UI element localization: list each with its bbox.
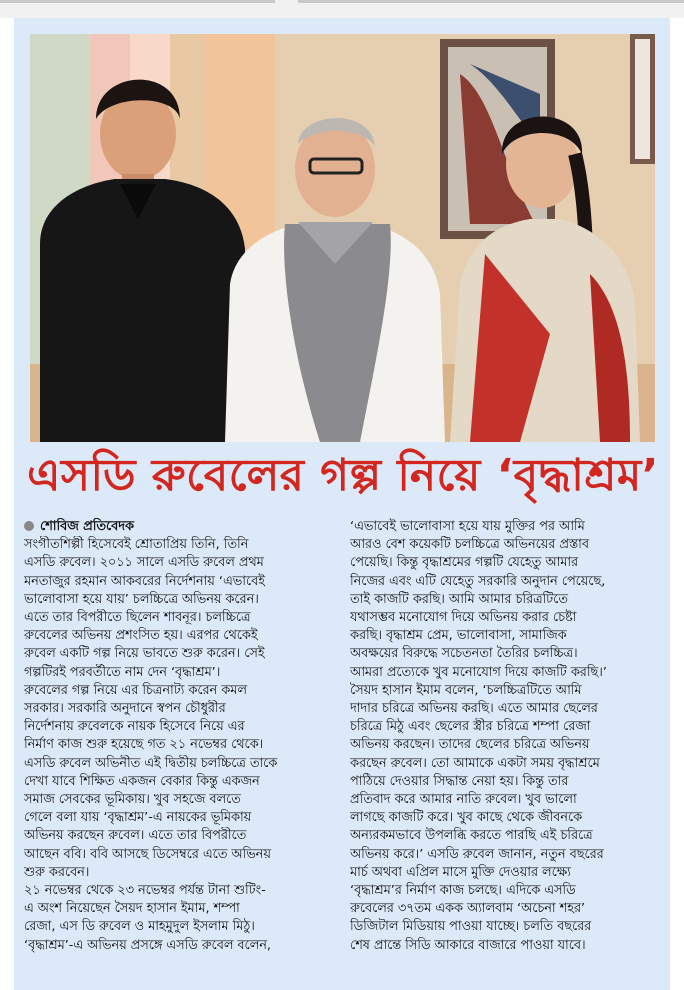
article-text-line: সরকার। সরকারি অনুদানে স্বপন চৌধুরীর (24, 701, 226, 717)
article-text-line: নির্দেশনায় রুবেলকে নায়ক হিসেবে নিয়ে এর (24, 719, 245, 735)
article-text-line: অভিনয় করছেন। তাদের ছেলের চরিত্রে অভিনয় (350, 737, 590, 753)
article-text-line: রুবেলের গল্প নিয়ে এর চিত্রনাট্য করেন কমল (24, 682, 247, 698)
article-text-line: ‘বৃদ্ধাশ্রম’-এ অভিনয় প্রসঙ্গে এসডি রুবেল বলেন, (24, 937, 271, 953)
top-strip (0, 0, 684, 18)
article-text-line: পাঠিয়ে দেওয়ার সিদ্ধান্ত নেয়া হয়। কিন্তু তার (350, 773, 569, 789)
article-text-line: অবক্ষয়ের বিরুদ্ধে সচেতনতা তৈরির চলচ্চিত্র। (350, 646, 578, 662)
top-rule-left (0, 0, 275, 3)
article-text-line: করছি। বৃদ্ধাশ্রম প্রেম, ভালোবাসা, সামাজিক (350, 628, 567, 644)
article-text-line: এতে তার বিপরীতে ছিলেন শাবনূর। চলচ্চিত্রে (24, 610, 251, 626)
article-text-line: অভিনয় করছেন রুবেল। এতে তার বিপরীতে (24, 828, 247, 844)
article-column-left (24, 518, 342, 955)
article-text-line: লাগছে কাজটি করে। খুব কাছে থেকে জীবনকে (350, 810, 583, 826)
article-text-line: রুবেলের অভিনয় প্রশংসিত হয়। এরপর থেকেই (24, 628, 258, 644)
article-column-right (350, 518, 666, 955)
article-text-line: চরিত্রে মিঠু এবং ছেলের স্ত্রীর চরিত্রে শম্পা রেজা (350, 719, 591, 735)
article-text-line: আছেন ববি। ববি আসছে ডিসেম্বরে এতে অভিনয় (24, 846, 271, 862)
article-text-line: গেলে বলা যায় ‘বৃদ্ধাশ্রম’-এ নায়কের ভূমিকায় (24, 810, 252, 826)
article-text-line: গল্পটিরই পরবর্তীতে নাম দেন ‘বৃদ্ধাশ্রম’। (24, 664, 221, 680)
article-text-line: অভিনয় করে।’ এসডি রুবেল জানান, নতুন বছরের (350, 846, 604, 862)
article-text-line: দেখা যাবে শিক্ষিত একজন বেকার কিন্তু একজন (24, 773, 260, 789)
article-text-line: রুবেল একটি গল্প নিয়ে ভাবতে শুরু করেন। সেই (24, 646, 265, 662)
article-text-line: প্রতিবাদ করে আমার নাতি রুবেল। খুব ভালো (350, 792, 577, 808)
article-photo (30, 34, 655, 442)
byline-text: শোবিজ প্রতিবেদক (40, 519, 134, 534)
article-text-line: শুরু করবেন। (24, 864, 90, 880)
article-text-line: আরও বেশ কয়েকটি চলচ্চিত্রে অভিনয়ের প্রস্তাব (350, 537, 589, 553)
article-text-line: দাদার চরিত্রে অভিনয় করছি। এতে আমার ছেলের (350, 701, 598, 717)
bullet-icon (24, 521, 34, 531)
article-text-line: ২১ নভেম্বর থেকে ২৩ নভেম্বর পর্যন্ত টানা শুটিং- (24, 883, 266, 899)
byline (24, 518, 342, 536)
article-text-line: এসডি রুবেল। ২০১১ সালে এসডি রুবেল প্রথম (24, 555, 264, 571)
article-text-line: করছেন রুবেল। তো আমাকে একটা সময় বৃদ্ধাশ্রমে (350, 755, 600, 771)
article-text-line: রেজা, এস ডি রুবেল ও মাহমুদুল ইসলাম মিঠু। (24, 919, 255, 935)
article-text-line: ‘এভাবেই ভালোবাসা হয়ে যায় মুক্তির পর আমি (350, 519, 585, 534)
article-text-line: নির্মাণ কাজ শুরু হয়েছে গত ২১ নভেম্বর থেকে। (24, 737, 264, 753)
article-text-line: এসডি রুবেল অভিনীত এই দ্বিতীয় চলচ্চিত্রে তাকে (24, 755, 278, 771)
article-text-line: অন্যরকমভাবে উপলব্ধি করতে পারছি এই চরিত্রে (350, 828, 593, 844)
article-text-line: আমরা প্রত্যেকে খুব মনোযোগ দিয়ে কাজটি করছি।’ (350, 664, 607, 680)
headline: এসডি রুবেলের গল্প নিয়ে ‘বৃদ্ধাশ্রম’ (27, 449, 659, 501)
article-text-line: তাই কাজটি করছি। আমি আমার চরিত্রটিতে (350, 591, 568, 607)
article-text-line: সৈয়দ হাসান ইমাম বলেন, ‘চলচ্চিত্রটিতে আমি (350, 682, 582, 698)
article-text-line: সংগীতশিল্পী হিসেবেই শ্রোতাপ্রিয় তিনি, তিনি (24, 537, 249, 553)
article-text-line: শেষ প্রান্তে সিডি আকারে বাজারে পাওয়া যাবে। (350, 937, 586, 953)
article-text-line: রুবেলের ৩৭তম একক অ্যালবাম ‘অচেনা শহর’ (350, 901, 586, 917)
article-text-line: পেয়েছি। কিন্তু বৃদ্ধাশ্রমের গল্পটি যেহেতু আমার (350, 555, 579, 571)
top-rule-right (298, 0, 684, 3)
article-text-line: ‘বৃদ্ধাশ্রম’র নির্মাণ কাজ চলছে। এদিকে এসডি (350, 883, 576, 899)
article-text-line: এ অংশ নিয়েছেন সৈয়দ হাসান ইমাম, শম্পা (24, 901, 240, 917)
article-text-line: ভালোবাসা হয়ে যায়’ চলচ্চিত্রে অভিনয় করেন। (24, 591, 259, 607)
article-text-line: সমাজ সেবকের ভূমিকায়। খুব সহজে বলতে (24, 792, 241, 808)
article-text-line: ডিজিটাল মিডিয়ায় পাওয়া যাচ্ছে। চলতি বছরের (350, 919, 592, 935)
article-text-line: মনতাজুর রহমান আকবরের নির্দেশনায় ‘এভাবেই (24, 573, 265, 589)
article-text-line: নিজের এবং এটি যেহেতু সরকারি অনুদান পেয়েছে, (350, 573, 606, 589)
article-text-line: মার্চ অথবা এপ্রিল মাসে মুক্তি দেওয়ার লক্ষ্যে (350, 864, 571, 880)
article-text-line: যথাসম্ভব মনোযোগ দিয়ে অভিনয় করার চেষ্টা (350, 610, 577, 626)
